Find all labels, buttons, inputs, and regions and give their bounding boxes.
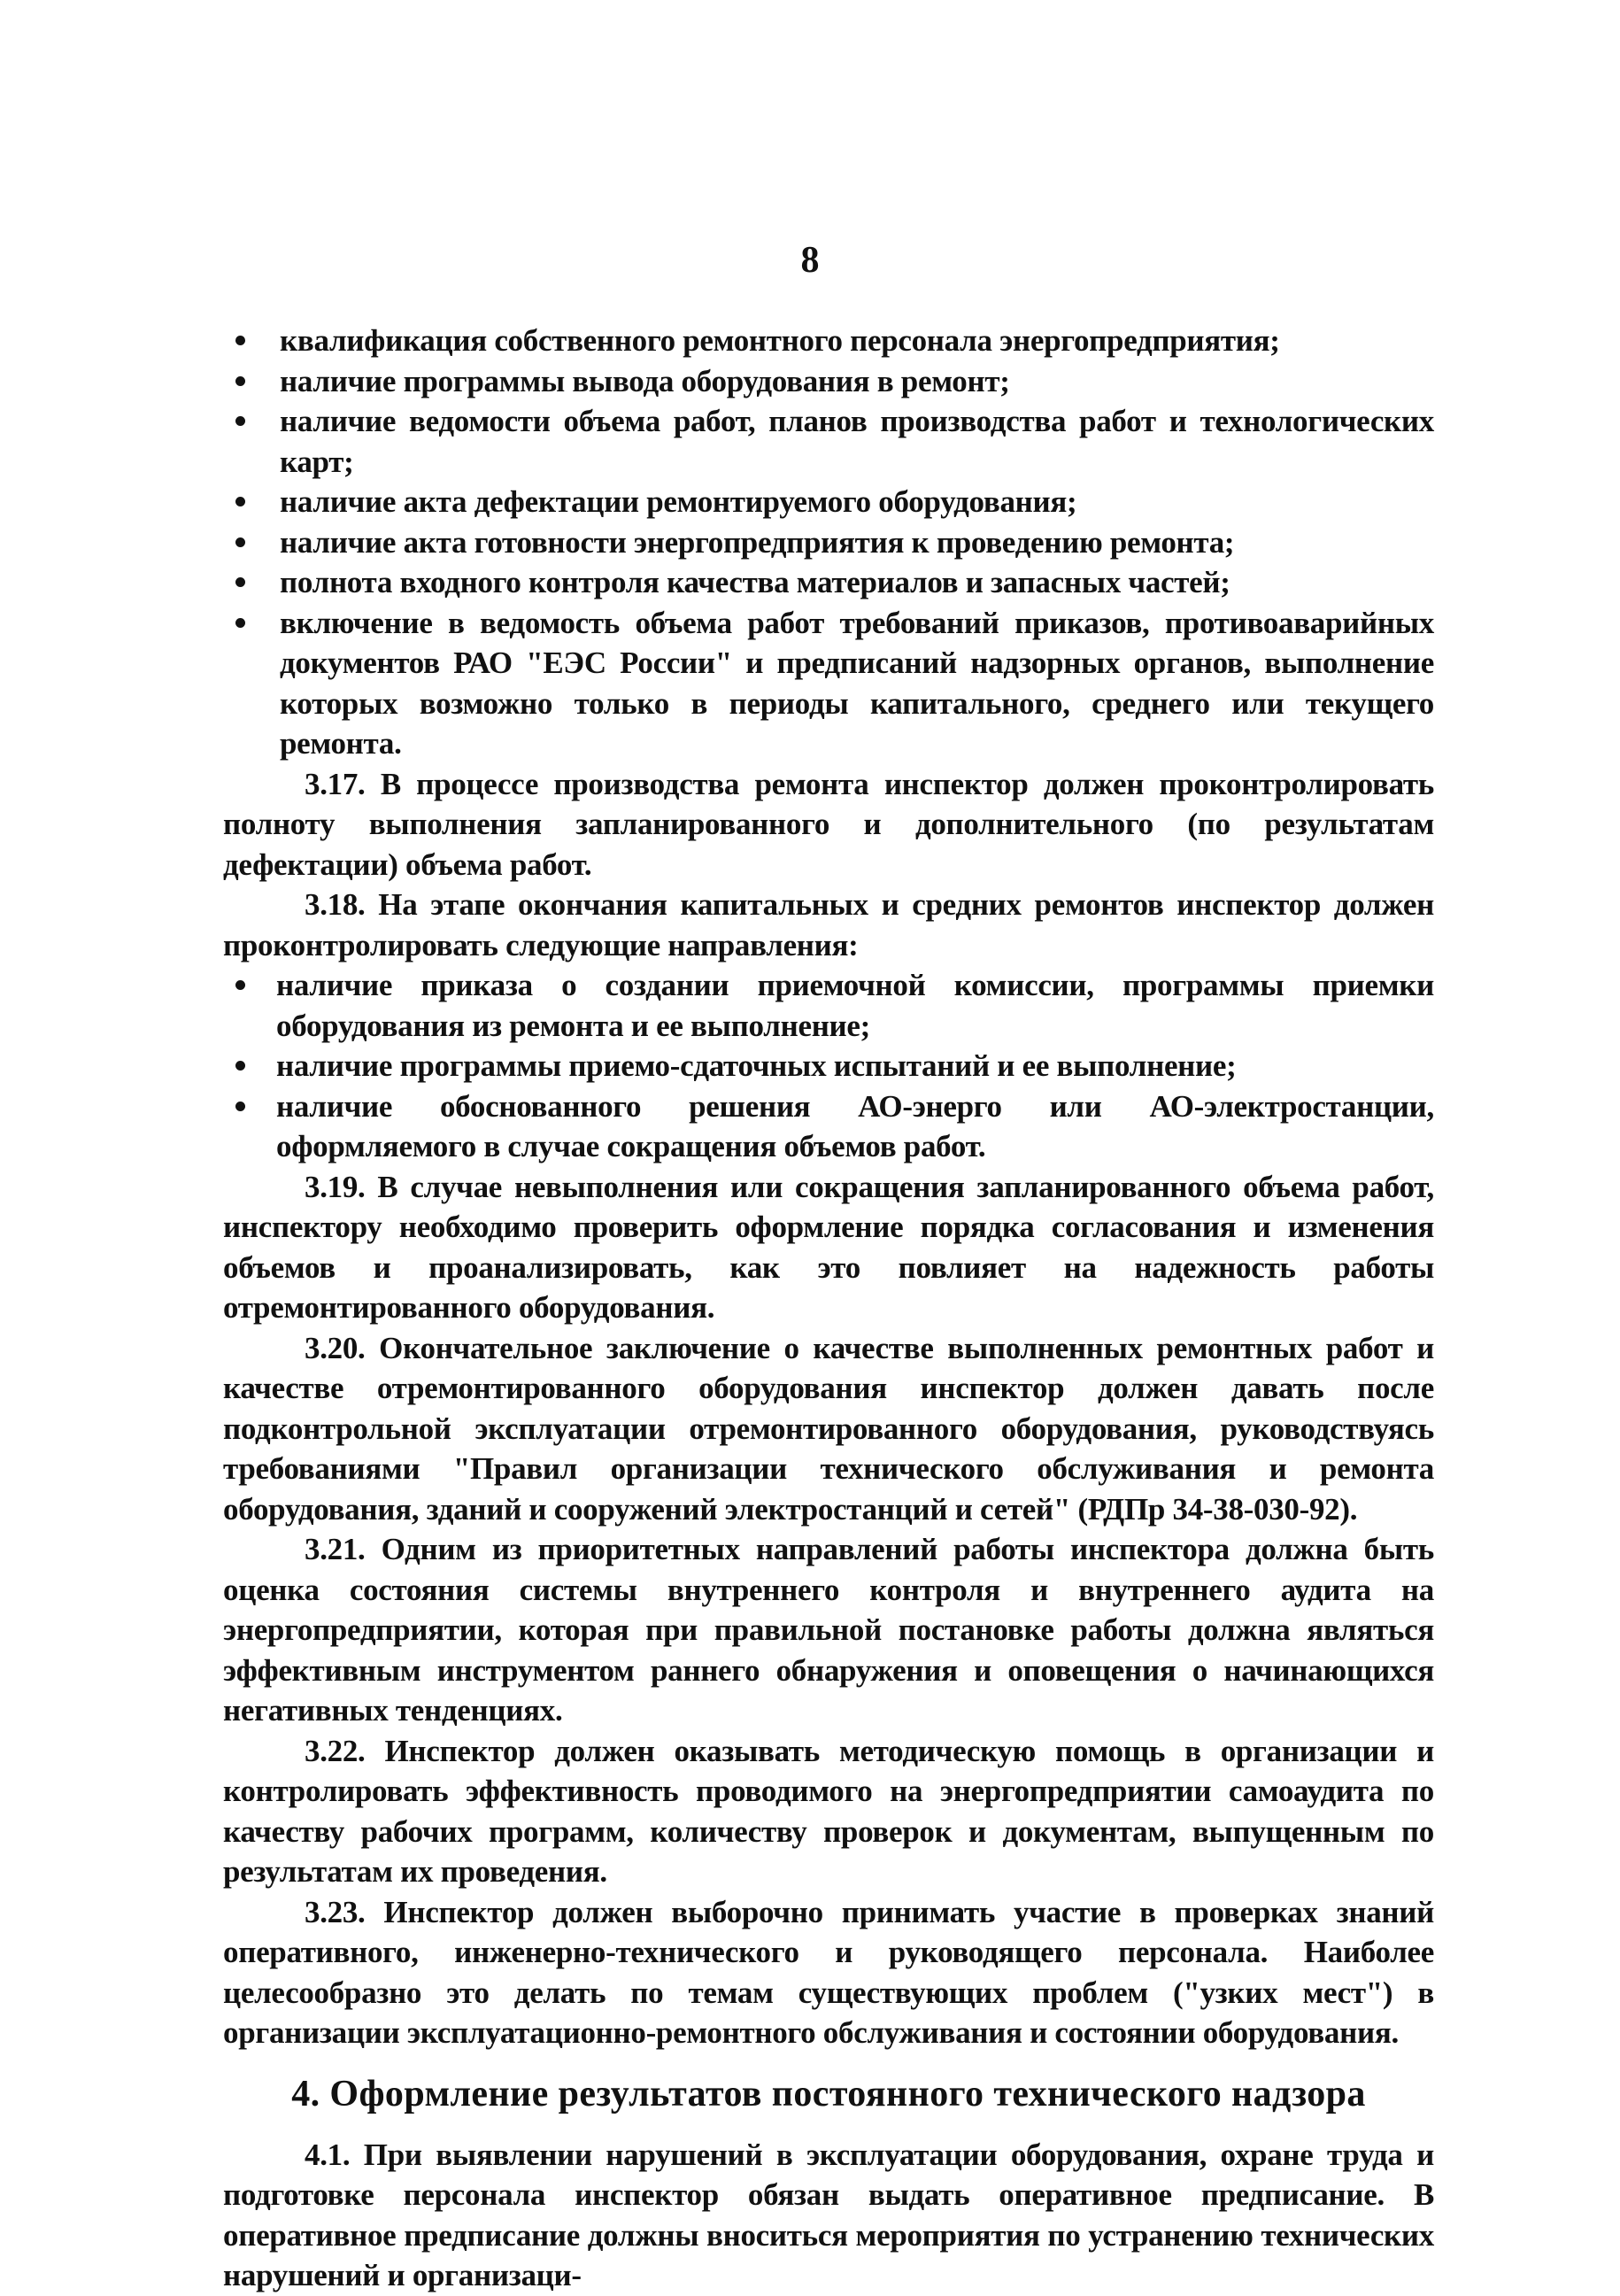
list-item [223, 965, 1434, 1046]
bullet-list-final-checks [223, 965, 1434, 1167]
bullet-icon [235, 577, 245, 587]
list-item-text: включение в ведомость объема работ требований приказов, противоаварийных документов РАО "ЕЭС России" и предписаний надзорных органов, выполнение которых возможно только в периоды капитального, среднего или текущего ремонта. [280, 605, 1434, 761]
list-item-text: наличие приказа о создании приемочной комиссии, программы приемки оборудования из ремонта и ее выполнение; [276, 968, 1434, 1043]
bullet-icon [235, 497, 245, 506]
list-item-text: наличие программы приемо-сдаточных испытаний и ее выполнение; [276, 1048, 1237, 1083]
list-item [223, 401, 1434, 482]
section-heading: 4. Оформление результатов постоянного технического надзора [291, 2073, 1366, 2114]
bullet-icon [235, 376, 245, 386]
list-item [223, 321, 1434, 361]
paragraph-4-1: 4.1. При выявлении нарушений в эксплуатации оборудования, охране труда и подготовке персонала инспектор обязан выдать оперативное предписание. В оперативное предписание должны вноситься мероприятия по устранению технических нарушений и организаци- [223, 2137, 1434, 2292]
list-item [223, 1086, 1434, 1167]
bullet-icon [235, 980, 245, 990]
list-item-text: наличие ведомости объема работ, планов производства работ и технологических карт; [280, 404, 1434, 479]
list-item [223, 603, 1434, 764]
list-item-text: наличие акта готовности энергопредприятия к проведению ремонта; [280, 524, 1235, 560]
paragraph-3-20: 3.20. Окончательное заключение о качестве выполненных ремонтных работ и качестве отремонтированного оборудования инспектор должен давать после подконтрольной эксплуатации отремонтированного оборудования, руководствуясь требованиями "Правил организации технического обслуживания и ремонта оборудования, зданий и сооружений электростанций и сетей" (РДПр 34-38-030-92). [223, 1330, 1434, 1527]
page-body [223, 321, 1434, 2296]
list-item [223, 482, 1434, 522]
bullet-list-requirements [223, 321, 1434, 764]
page-number: 8 [800, 240, 820, 281]
list-item-text: наличие обоснованного решения АО-энерго или АО-электростанции, оформляемого в случае сокращения объемов работ. [276, 1088, 1434, 1163]
list-item [223, 562, 1434, 603]
list-item [223, 361, 1434, 402]
paragraph-3-23: 3.23. Инспектор должен выборочно принимать участие в проверках знаний оперативного, инженерно-технического и руководящего персонала. Наиболее целесообразно это делать по темам существующих проблем ("узких мест") в организации эксплуатационно-ремонтного обслуживания и состоянии оборудования. [223, 1894, 1434, 2050]
paragraph-3-19: 3.19. В случае невыполнения или сокращения запланированного объема работ, инспектору необходимо проверить оформление порядка согласования и изменения объемов и проанализировать, как это повлияет на надежность работы отремонтированного оборудования. [223, 1169, 1434, 1325]
bullet-icon [235, 416, 245, 426]
bullet-icon [235, 1061, 245, 1071]
list-item [223, 1046, 1434, 1086]
list-item [223, 522, 1434, 563]
list-item-text: наличие программы вывода оборудования в ремонт; [280, 363, 1010, 398]
paragraph-3-18: 3.18. На этапе окончания капитальных и средних ремонтов инспектор должен проконтролировать следующие направления: [223, 887, 1434, 962]
bullet-icon [235, 336, 245, 345]
list-item-text: наличие акта дефектации ремонтируемого оборудования; [280, 484, 1077, 519]
bullet-icon [235, 1102, 245, 1111]
bullet-icon [235, 618, 245, 628]
paragraph-3-22: 3.22. Инспектор должен оказывать методическую помощь в организации и контролировать эффективность проводимого на энергопредприятии самоаудита по качеству рабочих программ, количеству проверок и документам, выпущенным по результатам их проведения. [223, 1733, 1434, 1889]
bullet-icon [235, 537, 245, 547]
paragraph-3-17: 3.17. В процессе производства ремонта инспектор должен проконтролировать полноту выполнения запланированного и дополнительного (по результатам дефектации) объема работ. [223, 766, 1434, 882]
list-item-text: полнота входного контроля качества материалов и запасных частей; [280, 565, 1230, 599]
paragraph-3-21: 3.21. Одним из приоритетных направлений работы инспектора должна быть оценка состояния системы внутреннего контроля и внутреннего аудита на энергопредприятии, которая при правильной постановке работы должна являться эффективным инструментом раннего обнаружения и оповещения о начинающихся негативных тенденциях. [223, 1532, 1434, 1728]
list-item-text: квалификация собственного ремонтного персонала энергопредприятия; [280, 323, 1280, 358]
